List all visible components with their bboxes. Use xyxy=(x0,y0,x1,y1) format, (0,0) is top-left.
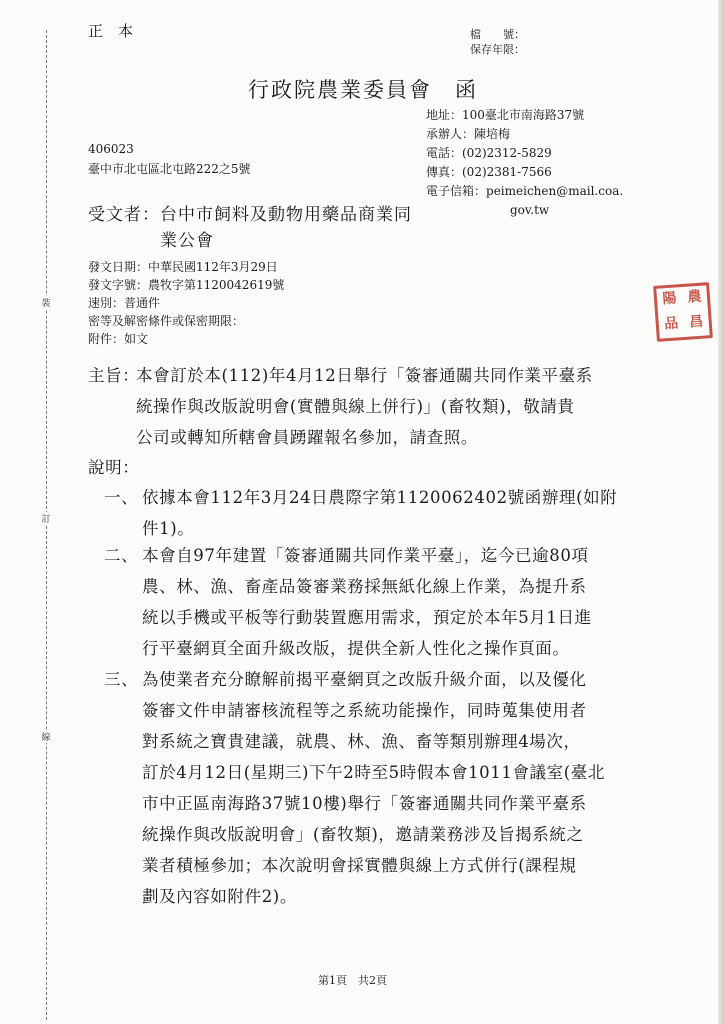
subject-label: 主旨： xyxy=(88,366,140,385)
copy-type: 正 本 xyxy=(88,22,134,40)
item-line: 簽審文件申請審核流程等之系統功能操作，同時蒐集使用者 xyxy=(142,701,587,720)
red-seal-stamp: 陽 農 品 昌 xyxy=(653,282,713,342)
binding-line xyxy=(46,30,47,1020)
recipient-postal-code: 406023 xyxy=(88,142,134,156)
item-line: 市中正區南海路37號10樓)舉行「簽審通關共同作業平臺系 xyxy=(142,794,587,813)
recipient-line1: 台中市飼料及動物用藥品商業同 xyxy=(160,205,412,225)
page-edge xyxy=(718,0,724,1024)
recipient-label: 受文者： xyxy=(88,205,160,225)
binding-mark-ding: 訂 xyxy=(38,512,54,525)
sender-email-label: 電子信箱： xyxy=(426,184,487,198)
page-title: 行政院農業委員會 函 xyxy=(248,78,478,102)
sender-block xyxy=(426,106,623,220)
binding-mark-zhuang: 裝 xyxy=(38,296,54,309)
recipient-street: 臺中市北屯區北屯路222之5號 xyxy=(88,162,251,176)
sender-email-line1: peimeichen@mail.coa. xyxy=(486,184,624,198)
file-number-label: 檔 號： xyxy=(470,28,525,41)
item-line: 訂於4月12日(星期三)下午2時至5時假本會1011會議室(臺北 xyxy=(142,763,605,782)
item-number: 三、 xyxy=(104,670,139,689)
explanation-item-3 xyxy=(104,664,605,912)
retention-label: 保存年限： xyxy=(470,43,525,56)
issue-number: 發文字號：農牧字第1120042619號 xyxy=(88,278,285,292)
subject-line: 統操作與改版說明會(實體與線上併行)」(畜牧類)，敬請貴 xyxy=(136,397,575,416)
subject-line: 本會訂於本(112)年4月12日舉行「簽審通關共同作業平臺系 xyxy=(136,366,593,385)
explanation-item-2 xyxy=(104,540,592,664)
item-line: 業者積極參加；本次說明會採實體與線上方式併行(課程規 xyxy=(142,856,577,875)
item-line: 對系統之寶貴建議，就農、林、漁、畜等類別辦理4場次， xyxy=(142,732,581,751)
explanation-label: 說明： xyxy=(88,458,140,477)
item-line: 行平臺網頁全面升級改版，提供全新人性化之操作頁面。 xyxy=(142,639,570,658)
item-line: 本會自97年建置「簽審通關共同作業平臺」，迄今已逾80項 xyxy=(142,546,589,565)
item-line: 依據本會112年3月24日農際字第1120062402號函辦理(如附 xyxy=(142,488,618,507)
binding-mark-xian: 線 xyxy=(38,730,54,743)
item-number: 一、 xyxy=(104,488,139,507)
item-line: 為使業者充分瞭解前揭平臺網頁之改版升級介面，以及優化 xyxy=(142,670,587,689)
sender-phone: 電話：(02)2312-5829 xyxy=(426,146,552,160)
subject-line: 公司或轉知所轄會員踴躍報名參加，請查照。 xyxy=(136,428,478,447)
attachment-note: 附件：如文 xyxy=(88,332,149,346)
speed-class: 速別：普通件 xyxy=(88,296,161,310)
recipient-line2: 業公會 xyxy=(160,231,214,251)
subject-text xyxy=(136,360,593,453)
item-line: 統以手機或平板等行動裝置應用需求，預定於本年5月1日進 xyxy=(142,608,592,627)
item-line: 劃及內容如附件2)。 xyxy=(142,887,297,906)
explanation-item-1 xyxy=(104,482,617,544)
sender-email-line2: gov.tw xyxy=(510,203,550,217)
item-line: 統操作與改版說明會」(畜牧類)，邀請業務涉及旨揭系統之 xyxy=(142,825,584,844)
issue-date: 發文日期：中華民國112年3月29日 xyxy=(88,260,278,274)
secrecy-level: 密等及解密條件或保密期限： xyxy=(88,314,245,328)
sender-address: 地址：100臺北市南海路37號 xyxy=(426,108,585,122)
page-number: 第1頁 共2頁 xyxy=(318,974,387,987)
item-line: 農、林、漁、畜產品簽審業務採無紙化線上作業，為提升系 xyxy=(142,577,587,596)
sender-contact: 承辦人：陳培梅 xyxy=(426,127,511,141)
item-line: 件1)。 xyxy=(142,519,195,538)
meta-block xyxy=(88,258,284,348)
item-number: 二、 xyxy=(104,546,139,565)
sender-fax: 傳真：(02)2381-7566 xyxy=(426,165,552,179)
